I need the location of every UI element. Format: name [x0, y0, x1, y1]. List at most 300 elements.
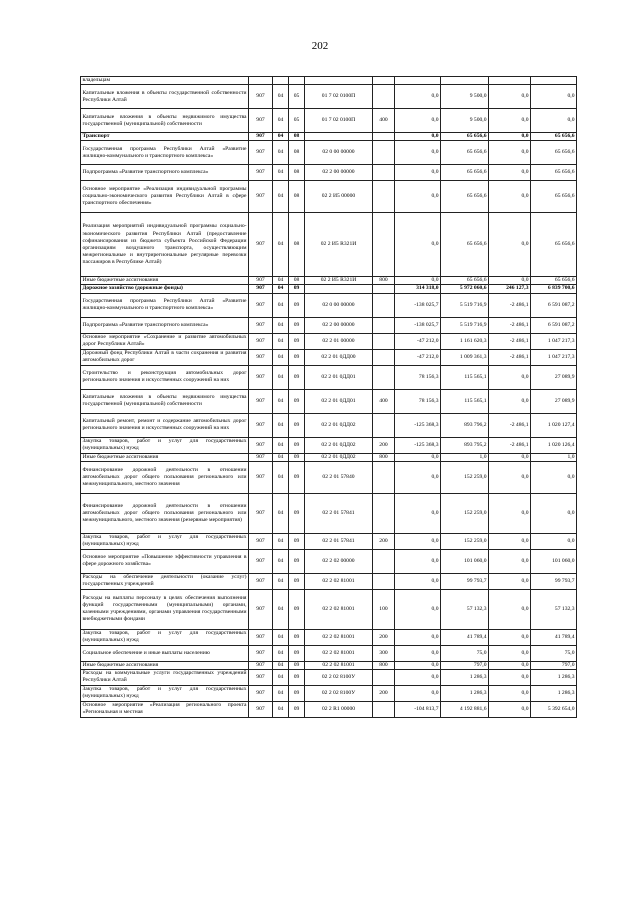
row-sum-total: 65 656,6: [441, 213, 489, 277]
row-sum-total: 115 565,1: [441, 389, 489, 413]
row-vr: [373, 549, 395, 573]
row-sum-change-2: 0,0: [489, 141, 531, 165]
row-cs: 02 2 02 81001: [305, 645, 373, 661]
row-sum-change: 0,0: [395, 645, 441, 661]
row-vr: [373, 365, 395, 389]
row-vr: [373, 413, 395, 437]
row-sum-change-2: 0,0: [489, 549, 531, 573]
row-sum-change: 0,0: [395, 685, 441, 701]
row-sum-change: [395, 77, 441, 85]
row-sum-change-2: 0,0: [489, 661, 531, 669]
row-sum-total-2: 65 656,6: [531, 181, 577, 213]
row-sum-total-2: 57 132,3: [531, 589, 577, 629]
row-rz: [273, 77, 289, 85]
row-vr: [373, 349, 395, 365]
row-sum-total: [441, 77, 489, 85]
table-row: [81, 437, 577, 453]
row-sum-total-2: 65 656,6: [531, 213, 577, 277]
table-row: [81, 365, 577, 389]
row-vr: [373, 165, 395, 181]
row-rz: 04: [273, 109, 289, 133]
table-row: [81, 285, 577, 293]
row-pr: 09: [289, 285, 305, 293]
row-cs: 02 2 02 81001: [305, 589, 373, 629]
table-row: [81, 213, 577, 277]
row-grbs: 907: [249, 701, 273, 717]
row-name: Иные бюджетные ассигнования: [81, 277, 249, 285]
row-sum-change-2: 0,0: [489, 669, 531, 685]
row-pr: 08: [289, 165, 305, 181]
row-vr: [373, 285, 395, 293]
row-sum-change: 0,0: [395, 213, 441, 277]
row-name: Расходы на выплаты персоналу в целях обеспечения выполнения функций государственными (муниципальными) органами, казенными учреждениями, органами управления государственными внебюджетными фондами: [81, 589, 249, 629]
row-vr: [373, 461, 395, 493]
table-row: [81, 645, 577, 661]
row-pr: 09: [289, 461, 305, 493]
row-sum-total: 1 009 361,3: [441, 349, 489, 365]
table-row: [81, 701, 577, 717]
row-grbs: 907: [249, 317, 273, 333]
row-rz: 04: [273, 333, 289, 349]
row-name: Финансирование дорожной деятельности в отношении автомобильных дорог общего пользования регионального или межмуниципального, местного значения (резервные мероприятия): [81, 493, 249, 533]
row-sum-change-2: -2 486,1: [489, 317, 531, 333]
table-row: [81, 533, 577, 549]
row-sum-total: 57 132,3: [441, 589, 489, 629]
row-grbs: 907: [249, 661, 273, 669]
row-sum-total-2: 101 060,0: [531, 549, 577, 573]
row-sum-change-2: 0,0: [489, 213, 531, 277]
row-cs: 02 2 01 0ДД01: [305, 389, 373, 413]
row-sum-change-2: 0,0: [489, 701, 531, 717]
row-name: Закупка товаров, работ и услуг для государственных (муниципальных) нужд: [82, 534, 247, 548]
row-sum-total: 893 795,2: [441, 437, 489, 453]
table-row: [81, 461, 577, 493]
row-rz: 04: [273, 317, 289, 333]
row-sum-total-2: 6 591 087,2: [531, 293, 577, 317]
row-sum-total: 41 789,4: [441, 629, 489, 645]
row-pr: 09: [289, 685, 305, 701]
row-sum-total: 893 796,2: [441, 413, 489, 437]
row-name: Дорожное хозяйство (дорожные фонды): [81, 285, 249, 293]
row-grbs: 907: [249, 333, 273, 349]
row-sum-change-2: -2 486,1: [489, 413, 531, 437]
row-vr: 800: [373, 661, 395, 669]
row-sum-change-2: 0,0: [489, 389, 531, 413]
row-grbs: 907: [249, 165, 273, 181]
row-pr: 09: [289, 701, 305, 717]
row-sum-change: 0,0: [395, 85, 441, 109]
row-vr: 400: [373, 109, 395, 133]
row-pr: 09: [289, 589, 305, 629]
row-sum-change: 0,0: [395, 533, 441, 549]
row-sum-change-2: 0,0: [489, 589, 531, 629]
budget-table: [80, 76, 577, 718]
row-sum-total-2: 6 591 087,2: [531, 317, 577, 333]
row-sum-total: 797,0: [441, 661, 489, 669]
row-vr: [373, 141, 395, 165]
row-grbs: 907: [249, 437, 273, 453]
table-row: [81, 165, 577, 181]
row-pr: 09: [289, 573, 305, 589]
row-name: Расходы на обеспечение деятельности (оказание услуг) государственных учреждений: [82, 574, 247, 588]
table-row: [81, 141, 577, 165]
row-name: Иные бюджетные ассигнования: [81, 661, 249, 669]
table-row: [81, 109, 577, 133]
row-sum-change: 0,0: [395, 589, 441, 629]
row-vr: 200: [373, 437, 395, 453]
row-grbs: 907: [249, 573, 273, 589]
row-name: Иные бюджетные ассигнования: [81, 453, 249, 461]
table-row: [81, 573, 577, 589]
row-pr: 09: [289, 333, 305, 349]
row-grbs: 907: [249, 133, 273, 141]
row-sum-change: -47 212,0: [395, 349, 441, 365]
table-row: [81, 413, 577, 437]
row-sum-total-2: 65 656,6: [531, 133, 577, 141]
row-name: Финансирование дорожной деятельности в отношении автомобильных дорог общего пользования регионального или межмуниципального, местного значения: [81, 461, 249, 493]
row-rz: 04: [273, 629, 289, 645]
row-pr: [289, 77, 305, 85]
row-sum-change: 0,0: [395, 493, 441, 533]
row-grbs: 907: [249, 365, 273, 389]
row-pr: 05: [289, 85, 305, 109]
row-sum-change: -47 212,0: [395, 333, 441, 349]
row-name: Основное мероприятие «Повышение эффективности управления в сфере дорожного хозяйства»: [81, 549, 249, 573]
row-rz: 04: [273, 549, 289, 573]
row-sum-change-2: 0,0: [489, 109, 531, 133]
row-sum-change-2: 0,0: [489, 277, 531, 285]
row-sum-total: 65 656,6: [441, 165, 489, 181]
row-vr: 200: [373, 685, 395, 701]
row-rz: 04: [273, 589, 289, 629]
row-pr: 09: [289, 293, 305, 317]
row-sum-change: 0,0: [395, 573, 441, 589]
row-vr: [373, 133, 395, 141]
row-grbs: 907: [249, 549, 273, 573]
row-sum-change: 78 156,3: [395, 389, 441, 413]
row-cs: 02 2 02 81001: [305, 573, 373, 589]
row-sum-total: 1 286,3: [441, 685, 489, 701]
row-sum-change-2: 0,0: [489, 533, 531, 549]
row-sum-total: 99 793,7: [441, 573, 489, 589]
row-sum-total-2: 27 089,9: [531, 389, 577, 413]
row-pr: 09: [289, 349, 305, 365]
row-pr: 09: [289, 493, 305, 533]
row-rz: 04: [273, 453, 289, 461]
table-row: [81, 77, 577, 85]
row-sum-total-2: 27 089,9: [531, 365, 577, 389]
table-row: [81, 181, 577, 213]
row-vr: [373, 669, 395, 685]
row-grbs: 907: [249, 213, 273, 277]
row-sum-change-2: 0,0: [489, 165, 531, 181]
row-vr: [373, 317, 395, 333]
row-sum-total: 5 519 716,9: [441, 317, 489, 333]
row-cs: [305, 133, 373, 141]
row-sum-change: -138 025,7: [395, 293, 441, 317]
row-cs: 02 2 И5 00000: [305, 181, 373, 213]
row-vr: [373, 293, 395, 317]
row-sum-total: 5 972 060,6: [441, 285, 489, 293]
row-rz: 04: [273, 493, 289, 533]
row-sum-total-2: 65 656,6: [531, 141, 577, 165]
row-rz: 04: [273, 165, 289, 181]
row-sum-total-2: 1 020 126,4: [531, 437, 577, 453]
row-rz: 04: [273, 389, 289, 413]
table-row: [81, 85, 577, 109]
row-sum-total-2: 6 839 700,6: [531, 285, 577, 293]
row-pr: 09: [289, 533, 305, 549]
table-row: [81, 453, 577, 461]
row-rz: 04: [273, 461, 289, 493]
row-pr: 09: [289, 669, 305, 685]
row-vr: 200: [373, 629, 395, 645]
row-name: Капитальный ремонт, ремонт и содержание автомобильных дорог регионального значения и искусственных сооружений на них: [81, 413, 249, 437]
row-vr: [373, 573, 395, 589]
row-sum-change: 0,0: [395, 141, 441, 165]
row-sum-change: -125 368,3: [395, 437, 441, 453]
row-vr: [373, 213, 395, 277]
row-sum-change-2: -2 486,1: [489, 437, 531, 453]
row-pr: 08: [289, 141, 305, 165]
row-sum-total: 1 286,3: [441, 669, 489, 685]
table-row: [81, 589, 577, 629]
row-sum-change-2: 0,0: [489, 453, 531, 461]
row-sum-total-2: 1 047 217,3: [531, 333, 577, 349]
row-sum-total: 1 161 620,3: [441, 333, 489, 349]
row-sum-change-2: -2 486,1: [489, 293, 531, 317]
row-grbs: 907: [249, 629, 273, 645]
row-sum-total: 152 259,0: [441, 533, 489, 549]
row-sum-total-2: [531, 77, 577, 85]
row-grbs: 907: [249, 85, 273, 109]
row-sum-total: 101 060,0: [441, 549, 489, 573]
row-grbs: 907: [249, 461, 273, 493]
row-name: Социальное обеспечение и иные выплаты населению: [81, 645, 249, 661]
table-row: [81, 661, 577, 669]
row-name: Закупка товаров, работ и услуг для государственных (муниципальных) нужд: [82, 686, 247, 700]
row-sum-total-2: 41 789,4: [531, 629, 577, 645]
table-row: [81, 277, 577, 285]
row-sum-total-2: 0,0: [531, 533, 577, 549]
row-sum-total: 9 500,0: [441, 109, 489, 133]
row-cs: 02 2 01 0ДД02: [305, 453, 373, 461]
row-sum-total-2: 65 656,6: [531, 165, 577, 181]
row-grbs: 907: [249, 277, 273, 285]
row-pr: 08: [289, 181, 305, 213]
row-rz: 04: [273, 669, 289, 685]
row-sum-change-2: 0,0: [489, 573, 531, 589]
row-pr: 09: [289, 413, 305, 437]
row-sum-total: 5 519 716,9: [441, 293, 489, 317]
row-name: Закупка товаров, работ и услуг для государственных (муниципальных) нужд: [82, 630, 247, 644]
row-name: Подпрограмма «Развитие транспортного комплекса»: [81, 317, 249, 333]
row-sum-total-2: 797,0: [531, 661, 577, 669]
row-sum-change: 0,0: [395, 461, 441, 493]
row-grbs: [249, 77, 273, 85]
row-sum-change-2: 0,0: [489, 629, 531, 645]
row-grbs: 907: [249, 669, 273, 685]
row-name: Транспорт: [81, 133, 249, 141]
row-vr: 200: [373, 533, 395, 549]
row-sum-change: -138 025,7: [395, 317, 441, 333]
row-sum-change-2: 0,0: [489, 645, 531, 661]
row-sum-total-2: 0,0: [531, 461, 577, 493]
row-grbs: 907: [249, 293, 273, 317]
row-sum-change: 0,0: [395, 549, 441, 573]
row-pr: 08: [289, 277, 305, 285]
row-name: Основное мероприятие «Сохранение и развитие автомобильных дорог Республики Алтай»: [82, 333, 247, 348]
row-sum-total-2: 1 047 217,3: [531, 349, 577, 365]
row-sum-total-2: 0,0: [531, 493, 577, 533]
row-cs: 02 2 01 0ДД00: [305, 349, 373, 365]
row-cs: 02 2 02 81001: [305, 629, 373, 645]
row-rz: 04: [273, 437, 289, 453]
row-cs: 02 2 01 00000: [305, 333, 373, 349]
row-sum-change-2: 246 127,3: [489, 285, 531, 293]
table-row: [81, 669, 577, 685]
row-rz: 04: [273, 133, 289, 141]
row-sum-total: 1,0: [441, 453, 489, 461]
table-row: [81, 293, 577, 317]
row-cs: 02 2 00 00000: [305, 317, 373, 333]
row-sum-change: -104 813,7: [395, 701, 441, 717]
row-sum-total: 9 500,0: [441, 85, 489, 109]
row-rz: 04: [273, 645, 289, 661]
row-cs: 02 2 R1 00000: [305, 701, 373, 717]
row-sum-change-2: -2 486,1: [489, 333, 531, 349]
row-cs: [305, 285, 373, 293]
row-sum-total-2: 1 020 127,4: [531, 413, 577, 437]
row-grbs: 907: [249, 413, 273, 437]
table-row: [81, 389, 577, 413]
row-name: Капитальные вложения в объекты недвижимого имущества государственной (муниципальной) собственности: [81, 109, 249, 133]
row-vr: 800: [373, 277, 395, 285]
page-number: 202: [311, 40, 329, 52]
row-grbs: 907: [249, 141, 273, 165]
row-cs: 02 2 02 8100У: [305, 669, 373, 685]
table-row: [81, 333, 577, 349]
row-cs: 02 2 02 8100У: [305, 685, 373, 701]
row-grbs: 907: [249, 493, 273, 533]
row-sum-total: 65 656,6: [441, 133, 489, 141]
row-grbs: 907: [249, 533, 273, 549]
row-vr: 800: [373, 453, 395, 461]
row-name: Закупка товаров, работ и услуг для государственных (муниципальных) нужд: [82, 437, 247, 452]
table-body: [81, 77, 577, 718]
row-cs: 01 7 02 0100П: [305, 109, 373, 133]
row-vr: [373, 333, 395, 349]
row-sum-total-2: 0,0: [531, 109, 577, 133]
row-cs: 02 2 И5 R321И: [305, 213, 373, 277]
row-cs: 02 2 02 00000: [305, 549, 373, 573]
row-sum-total: 115 565,1: [441, 365, 489, 389]
row-grbs: 907: [249, 645, 273, 661]
row-cs: 02 0 00 00000: [305, 141, 373, 165]
row-name: Подпрограмма «Развитие транспортного комплекса»: [81, 165, 249, 181]
row-name: Основное мероприятие «Реализация индивидуальной программы социально-экономического развития Республики Алтай в сфере транспортного обеспечения»: [81, 181, 249, 213]
row-sum-total-2: 1 286,3: [531, 685, 577, 701]
row-sum-change-2: -2 486,1: [489, 349, 531, 365]
row-pr: 09: [289, 645, 305, 661]
row-name: владельцам: [81, 77, 249, 85]
row-sum-change: 0,0: [395, 109, 441, 133]
row-sum-change: 0,0: [395, 277, 441, 285]
row-rz: 04: [273, 181, 289, 213]
row-sum-change: -125 368,3: [395, 413, 441, 437]
row-vr: 400: [373, 389, 395, 413]
row-sum-change: 0,0: [395, 133, 441, 141]
row-cs: 02 2 01 0ДД02: [305, 437, 373, 453]
row-name: Капитальные вложения в объекты государственной собственности Республики Алтай: [81, 85, 249, 109]
row-pr: 09: [289, 549, 305, 573]
table-row: [81, 549, 577, 573]
row-pr: 09: [289, 365, 305, 389]
row-sum-total-2: 0,0: [531, 85, 577, 109]
row-rz: 04: [273, 413, 289, 437]
row-name: Реализация мероприятий индивидуальной программы социально-экономического развития Республики Алтай (предоставление софинансирования из бюджета субъекта Российской Федерации организациям воздушного транспорта, осуществляющим межрегиональные и внутрирегиональные регулярные перевозки пассажиров в Республике Алтай): [81, 213, 249, 277]
row-sum-change: 78 156,3: [395, 365, 441, 389]
row-rz: 04: [273, 349, 289, 365]
row-cs: 02 2 00 00000: [305, 165, 373, 181]
row-sum-change-2: 0,0: [489, 181, 531, 213]
row-pr: 09: [289, 453, 305, 461]
row-sum-change: 0,0: [395, 629, 441, 645]
row-sum-change-2: [489, 77, 531, 85]
row-sum-total: 65 656,6: [441, 181, 489, 213]
row-grbs: 907: [249, 285, 273, 293]
table-row: [81, 133, 577, 141]
row-vr: [373, 77, 395, 85]
row-grbs: 907: [249, 685, 273, 701]
row-sum-change-2: 0,0: [489, 461, 531, 493]
row-cs: 02 2 02 81001: [305, 661, 373, 669]
table-row: [81, 685, 577, 701]
row-pr: 08: [289, 133, 305, 141]
row-grbs: 907: [249, 349, 273, 365]
row-sum-change: 0,0: [395, 181, 441, 213]
row-cs: [305, 77, 373, 85]
row-vr: [373, 181, 395, 213]
row-cs: 02 2 01 57841: [305, 533, 373, 549]
row-grbs: 907: [249, 109, 273, 133]
row-rz: 04: [273, 661, 289, 669]
row-rz: 04: [273, 573, 289, 589]
row-sum-total-2: 5 392 654,0: [531, 701, 577, 717]
row-sum-total: 4 192 881,6: [441, 701, 489, 717]
row-pr: 09: [289, 661, 305, 669]
row-sum-change: 0,0: [395, 669, 441, 685]
row-rz: 04: [273, 365, 289, 389]
row-rz: 04: [273, 277, 289, 285]
row-sum-change: 314 318,0: [395, 285, 441, 293]
table-row: [81, 349, 577, 365]
row-vr: [373, 85, 395, 109]
row-sum-total-2: 99 793,7: [531, 573, 577, 589]
row-name: Государственная программа Республики Алтай «Развитие жилищно-коммунального и транспортного комплекса»: [81, 293, 249, 317]
row-sum-change-2: 0,0: [489, 85, 531, 109]
row-sum-change: 0,0: [395, 165, 441, 181]
row-cs: 02 2 И5 R321И: [305, 277, 373, 285]
row-sum-total: 65 656,6: [441, 277, 489, 285]
row-sum-change-2: 0,0: [489, 493, 531, 533]
row-vr: 100: [373, 589, 395, 629]
row-sum-change-2: 0,0: [489, 365, 531, 389]
row-cs: 02 2 01 57840: [305, 461, 373, 493]
row-vr: [373, 701, 395, 717]
row-sum-change: 0,0: [395, 661, 441, 669]
row-vr: [373, 493, 395, 533]
